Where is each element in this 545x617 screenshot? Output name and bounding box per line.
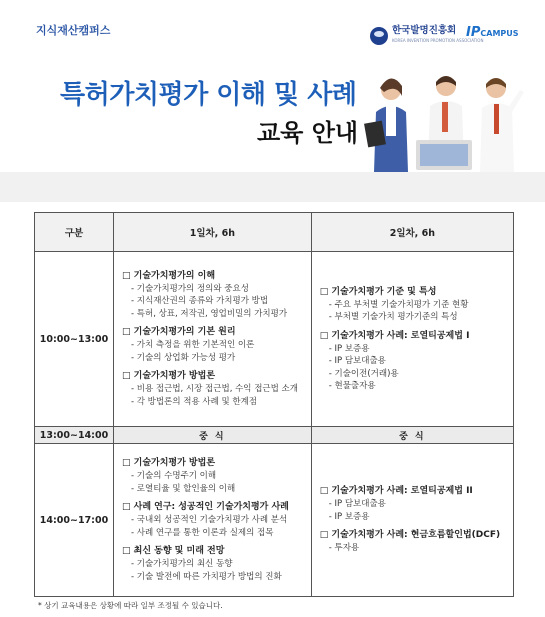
topic-item: - 각 방법론의 적용 사례 및 한계점 [131, 396, 258, 407]
topic-title: □ 기술가치평가의 기본 원리 [122, 327, 236, 338]
topic-group [320, 330, 507, 393]
topic-item: - IP 담보대출용 [328, 499, 386, 510]
topic-item: - 로열티율 및 할인율의 이해 [131, 483, 236, 494]
table-header-row [35, 213, 514, 252]
org-logo-icon [370, 27, 388, 45]
topic-item: - 기술가치평가의 정의와 중요성 [131, 283, 249, 294]
campus-logo-ip: IP [466, 25, 481, 40]
cell-afternoon-day1 [114, 444, 312, 597]
cell-morning-day2 [311, 252, 513, 427]
topic-group [122, 457, 305, 495]
topic-item: - 기술 발전에 따른 가치평가 방법의 진화 [131, 571, 282, 582]
topic-title: □ 기술가치평가 사례: 로열티공제법 II [319, 486, 473, 497]
topic-title: □ 기술가치평가의 이해 [122, 270, 216, 281]
campus-logo [466, 25, 519, 40]
topic-item: - 현물출자용 [328, 381, 376, 391]
topic-item: - 기술의 수명주기 이해 [131, 471, 217, 481]
cell-afternoon-day2 [311, 444, 513, 597]
topic-group [122, 501, 305, 539]
topic-item: - 투자용 [328, 543, 360, 554]
topic-title: □ 기술가치평가 사례: 현금흐름할인법(DCF) [319, 530, 501, 541]
topic-group [122, 370, 305, 408]
cell-morning-day1 [114, 252, 312, 427]
topic-item: - 지식재산권의 종류와 가치평가 방법 [131, 296, 269, 307]
topic-title: □ 사례 연구: 성공적인 기술가치평가 사례 [122, 502, 289, 512]
topic-item: - 국내외 성공적인 기술가치평가 사례 분석 [131, 515, 288, 525]
topic-item: - 사례 연구를 통한 이론과 실제의 접목 [131, 527, 274, 538]
topic-group [122, 326, 305, 364]
col-header-category: 구분 [35, 213, 114, 252]
table-row-lunch [35, 427, 514, 444]
org-logo-subtext: KOREA INVENTION PROMOTION ASSOCIATION [392, 38, 484, 43]
col-header-day1: 1일차, 6h [114, 213, 312, 252]
topic-title: □ 기술가치평가 기준 및 특성 [319, 286, 437, 297]
topic-item: - IP 보증용 [328, 343, 370, 354]
topic-title: □ 기술가치평가 방법론 [122, 458, 216, 468]
business-people-illustration [346, 62, 526, 182]
col-header-day2: 2일차, 6h [311, 213, 513, 252]
topic-group [320, 286, 507, 324]
topic-title: □ 기술가치평가 사례: 로열티공제법 I [319, 330, 470, 341]
time-afternoon: 14:00~17:00 [35, 444, 114, 597]
topic-item: - 주요 부처별 기술가치평가 기준 현황 [328, 299, 469, 310]
time-lunch: 13:00~14:00 [35, 427, 114, 444]
topic-item: - 비용 접근법, 시장 접근법, 수익 접근법 소개 [131, 384, 298, 395]
page-title: 특허가치평가 이해 및 사례 [60, 80, 357, 110]
table-row-morning [35, 252, 514, 427]
schedule-table [34, 212, 514, 597]
table-row-afternoon [35, 444, 514, 597]
topic-item: - 기술이전(거래)용 [328, 368, 399, 379]
topic-item: - 기술가치평가의 최신 동향 [131, 559, 233, 569]
topic-group [320, 529, 507, 555]
topic-group [122, 545, 305, 583]
topic-item: - 부처별 기술가치 평가기준의 특성 [328, 312, 458, 322]
footnote: * 상기 교육내용은 상황에 따라 일부 조정될 수 있습니다. [38, 601, 223, 610]
topic-group [320, 485, 507, 523]
campus-logo-text: CAMPUS [480, 29, 519, 38]
topic-group [122, 270, 305, 321]
topic-item: - 특허, 상표, 저작권, 영업비밀의 가치평가 [131, 308, 288, 319]
page-subtitle: 교육 안내 [257, 119, 359, 147]
topic-item: - IP 담보대출용 [328, 356, 386, 366]
org-logo-text: 한국발명진흥회 [392, 25, 457, 36]
topic-item: - 기술의 상업화 가능성 평가 [131, 352, 236, 363]
time-morning: 10:00~13:00 [35, 252, 114, 427]
cell-lunch-day2: 중 식 [311, 427, 513, 444]
cell-lunch-day1: 중 식 [114, 427, 312, 444]
topic-item: - IP 보증용 [328, 511, 370, 522]
brand-name: 지식재산캠퍼스 [36, 24, 111, 37]
topic-title: □ 기술가치평가 방법론 [122, 371, 216, 382]
topic-title: □ 최신 동향 및 미래 전망 [122, 546, 225, 556]
topic-item: - 가치 측정을 위한 기본적인 이론 [131, 340, 255, 351]
